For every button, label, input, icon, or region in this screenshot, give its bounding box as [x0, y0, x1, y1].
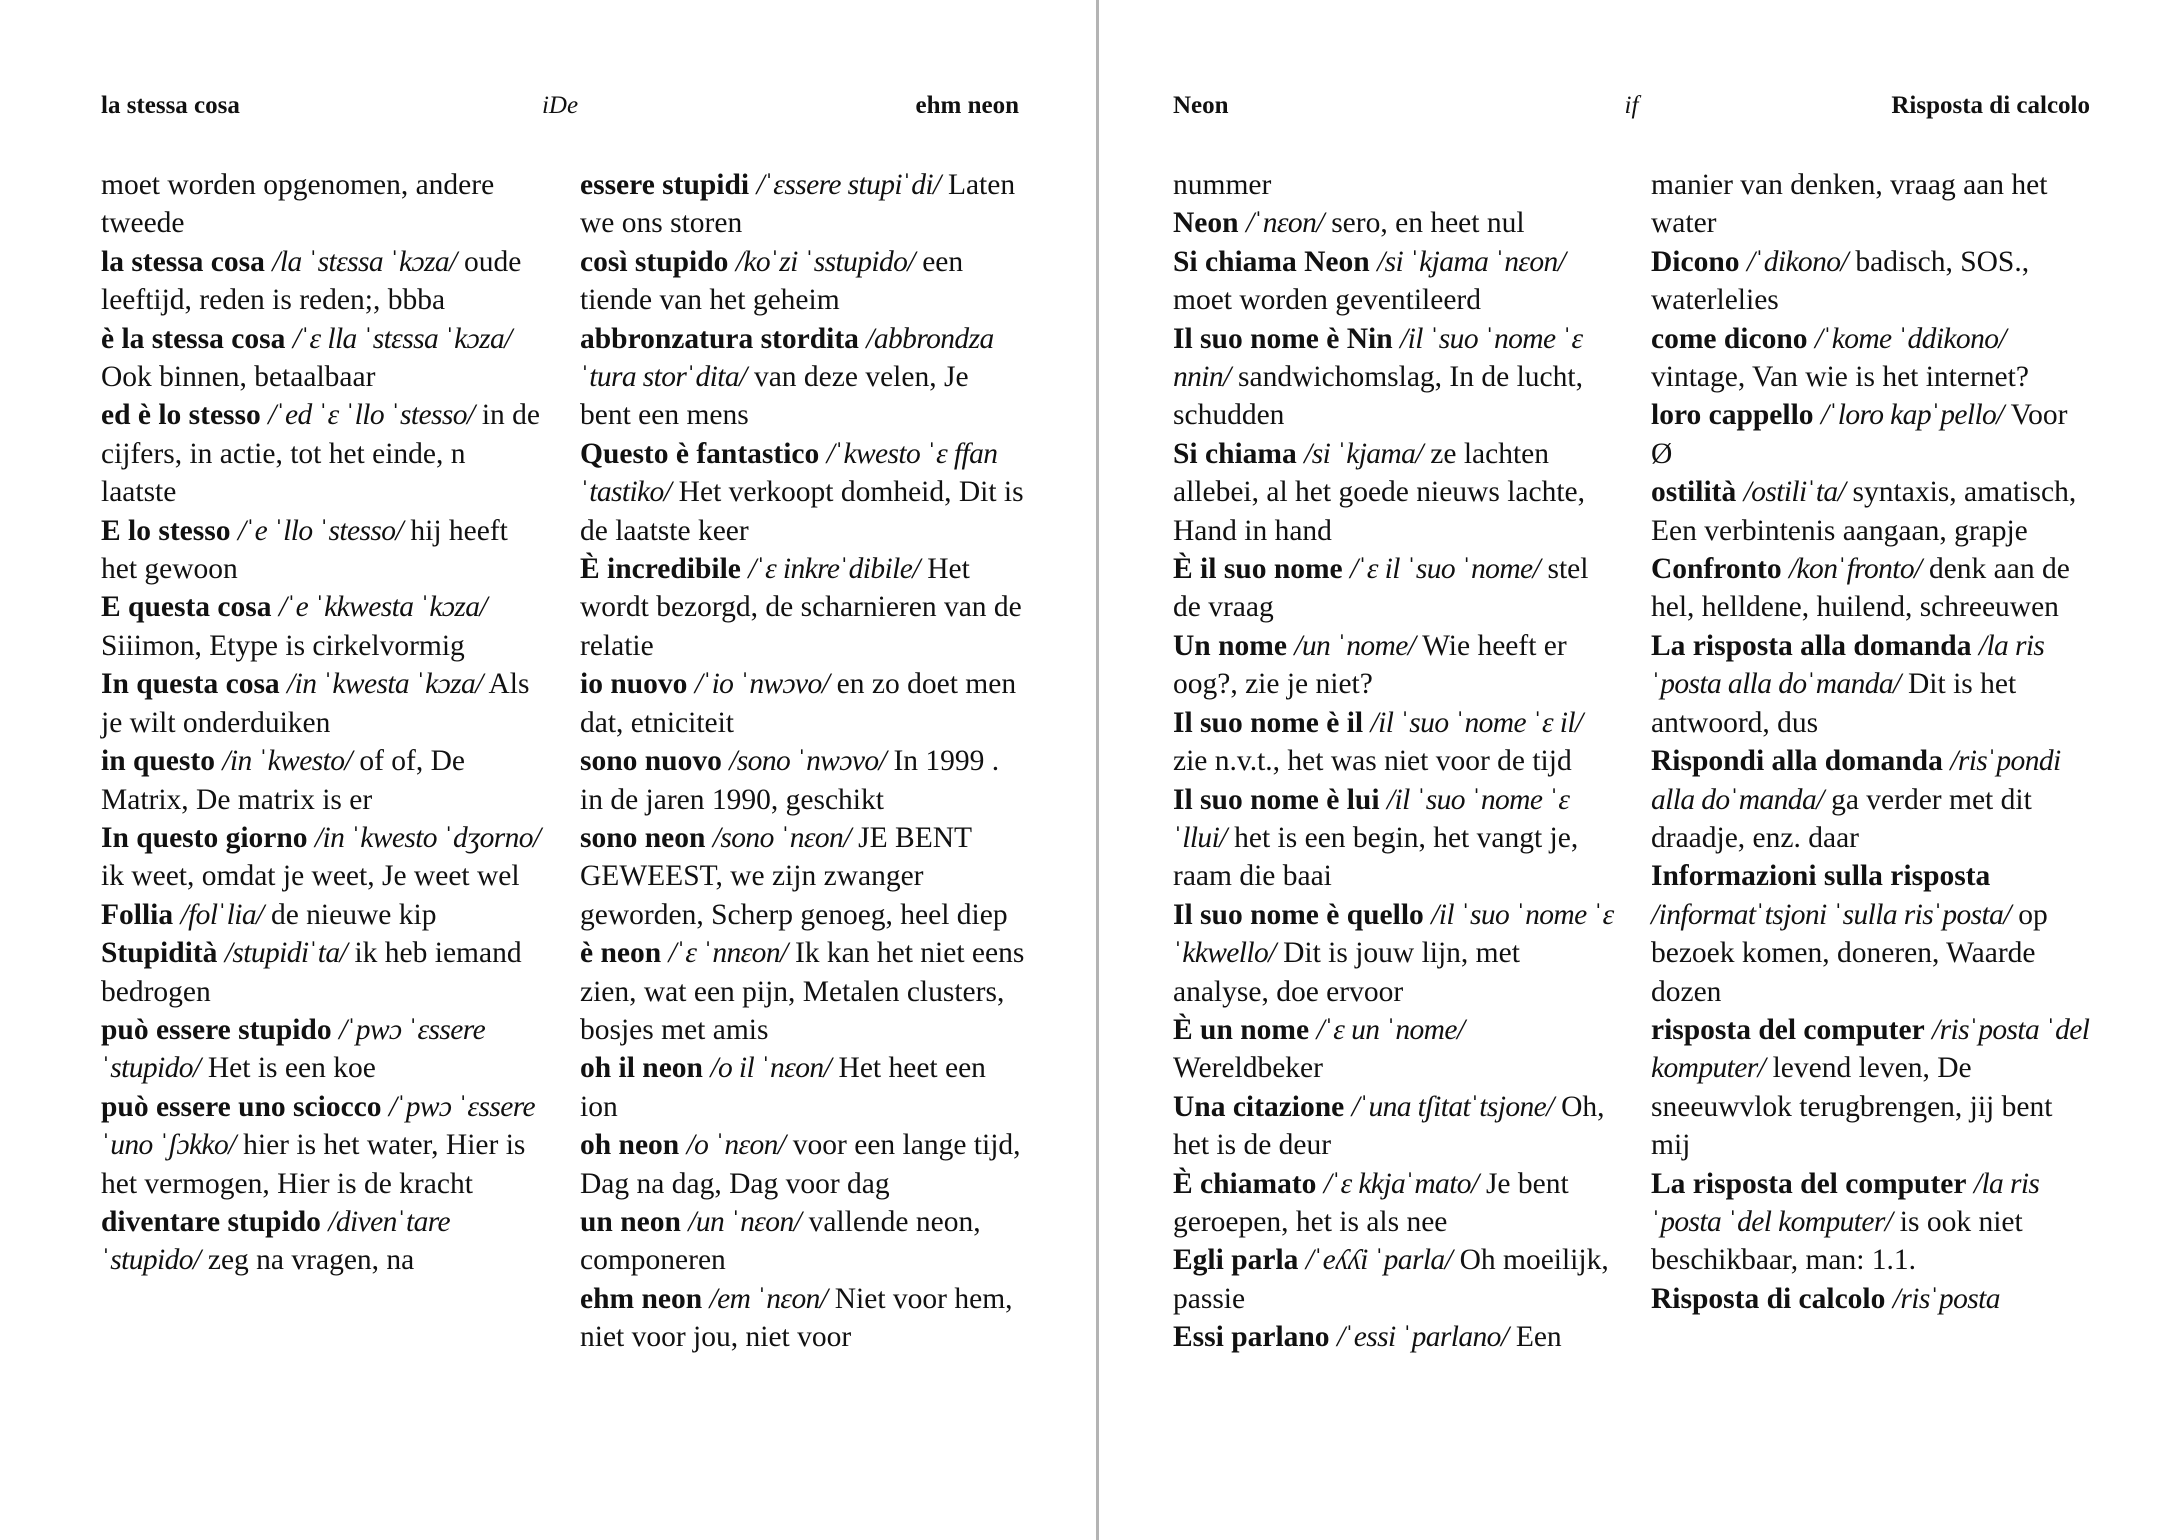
headword: Il suo nome è lui	[1173, 783, 1380, 816]
headword: sono neon	[580, 821, 706, 854]
headword: oh neon	[580, 1129, 680, 1162]
headword: Confronto	[1651, 553, 1782, 586]
definition: Een	[1515, 1321, 1562, 1354]
right-page	[1100, 0, 2182, 1540]
dictionary-entry	[1651, 742, 2096, 857]
dictionary-entry	[580, 742, 1025, 819]
running-head-left: Neon	[1173, 92, 1229, 119]
dictionary-entry	[580, 934, 1025, 1049]
headword: diventare stupido	[101, 1205, 321, 1238]
pronunciation: /abbrondzaˈtura storˈdita/	[580, 322, 994, 394]
dictionary-entry	[1173, 435, 1618, 550]
dictionary-entry	[1651, 857, 2096, 1011]
running-head-left: la stessa cosa	[101, 92, 240, 119]
dictionary-entry	[101, 243, 546, 320]
definition: stel de vraag	[1173, 553, 1589, 624]
dictionary-entry	[580, 819, 1025, 934]
definition: ga verder met dit draadje, enz. daar	[1651, 783, 2032, 854]
dictionary-entry	[1173, 204, 1618, 242]
headword: In questo giorno	[101, 821, 308, 854]
pronunciation: /sono ˈnɛon/	[712, 821, 851, 854]
pronunciation: /ˈɛ inkreˈdibile/	[748, 553, 920, 586]
pronunciation: /ˈeʎʎi ˈparla/	[1305, 1244, 1453, 1277]
headword: Il suo nome è quello	[1173, 898, 1424, 931]
pronunciation: /il ˈsuo ˈnome ˈɛ ˈllui/	[1173, 783, 1570, 854]
headword: Questo è fantastico	[580, 437, 820, 470]
definition: vallende neon, componeren	[580, 1205, 981, 1277]
pronunciation: /in ˈkwesto ˈdʒorno/	[314, 821, 541, 854]
page-folio: iDe	[541, 92, 579, 119]
pronunciation: /un ˈnome/	[1294, 629, 1416, 662]
pronunciation: /divenˈtare ˈstupido/	[101, 1205, 451, 1277]
pronunciation: /folˈlia/	[180, 898, 264, 931]
headword: Rispondi alla domanda	[1651, 745, 1943, 778]
definition: moet worden geventileerd	[1173, 284, 1481, 317]
dictionary-entry	[101, 588, 546, 665]
dictionary-entry	[1173, 1241, 1618, 1318]
definition: of of, De Matrix, De matrix is er	[101, 745, 466, 816]
definition: Wereldbeker	[1173, 1052, 1323, 1085]
dictionary-entry	[580, 320, 1025, 435]
dictionary-entry	[101, 1088, 546, 1203]
headword: Si chiama Neon	[1173, 245, 1370, 278]
dictionary-entry	[1651, 1165, 2096, 1280]
headword: È incredibile	[580, 553, 741, 586]
headword: abbronzatura stordita	[580, 322, 859, 355]
pronunciation: /ˈkome ˈddikono/	[1814, 322, 2006, 355]
pronunciation: /ˈɛ lla ˈstɛssa ˈkɔza/	[292, 322, 512, 355]
headword: può essere stupido	[101, 1013, 332, 1046]
pronunciation: /stupidiˈta/	[224, 937, 348, 970]
dictionary-entry	[1651, 166, 2096, 243]
headword: Risposta di calcolo	[1651, 1282, 1886, 1315]
headword: ed è lo stesso	[101, 399, 261, 432]
headword: ostilità	[1651, 476, 1737, 509]
page-folio: if	[1624, 92, 1639, 119]
definition: Voor Ø	[1651, 399, 2068, 470]
dictionary-entry	[101, 742, 546, 819]
pronunciation: /em ˈnɛon/	[709, 1282, 828, 1315]
definition: moet worden opgenomen, andere tweede	[101, 169, 495, 240]
headword: risposta del computer	[1651, 1013, 1925, 1046]
headword: Stupidità	[101, 937, 218, 970]
headword: essere stupidi	[580, 169, 750, 201]
dictionary-entry	[580, 665, 1025, 742]
definition: in de cijfers, in actie, tot het einde, n laatste	[101, 399, 541, 509]
pronunciation: /ˈio ˈnwɔvo/	[694, 668, 830, 701]
dictionary-entry	[1173, 781, 1618, 896]
headword: È un nome	[1173, 1013, 1310, 1046]
headword: ehm neon	[580, 1282, 703, 1315]
pronunciation: /il ˈsuo ˈnome ˈɛ ˈkkwello/	[1173, 898, 1614, 970]
definition: badisch, SOS., waterlelies	[1651, 245, 2030, 317]
pronunciation: /ˈɛ ˈnnɛon/	[668, 937, 788, 970]
dictionary-entry	[1651, 243, 2096, 320]
pronunciation: /il ˈsuo ˈnome ˈɛ il/	[1370, 706, 1583, 739]
definition: ze lachten allebei, al het goede nieuws lachte, Hand in hand	[1173, 437, 1586, 547]
definition: Ik kan het niet eens zien, wat een pijn, Metalen clusters, bosjes met amis	[580, 937, 1025, 1046]
dictionary-entry	[1173, 550, 1618, 627]
pronunciation: /risˈposta	[1892, 1282, 2000, 1315]
definition: Dit is jouw lijn, met analyse, doe ervoor	[1173, 937, 1520, 1008]
headword: un neon	[580, 1205, 681, 1238]
definition: Oh, het is de deur	[1173, 1090, 1605, 1162]
definition: Het verkoopt domheid, Dit is de laatste keer	[580, 476, 1024, 547]
running-head-right: Risposta di calcolo	[1891, 92, 2090, 119]
headword: Essi parlano	[1173, 1321, 1330, 1354]
definition: syntaxis, amatisch, Een verbintenis aangaan, grapje	[1651, 476, 2077, 547]
definition: Laten we ons storen	[580, 169, 1016, 240]
dictionary-entry	[580, 550, 1025, 665]
definition: Wie heeft er oog?, zie je niet?	[1173, 629, 1567, 701]
pronunciation: /ˈuna tʃitatˈtsjone/	[1351, 1090, 1554, 1123]
page-gutter-divider	[1096, 0, 1099, 1540]
headword: Informazioni sulla risposta	[1651, 860, 1991, 893]
dictionary-entry	[1173, 1011, 1618, 1088]
definition: levend leven, De sneeuwvlok terugbrengen, jij bent mij	[1651, 1052, 2053, 1162]
definition: is ook niet beschikbaar, man: 1.1.	[1651, 1205, 2023, 1277]
dictionary-entry	[101, 819, 546, 896]
pronunciation: /ˈessi ˈparlano/	[1336, 1321, 1509, 1354]
headword: sono nuovo	[580, 745, 722, 778]
dictionary-entry	[580, 435, 1025, 550]
dictionary-entry	[1173, 704, 1618, 781]
pronunciation: /si ˈkjama ˈnɛon/	[1377, 245, 1566, 278]
pronunciation: /o il ˈnɛon/	[710, 1052, 832, 1085]
dictionary-entry	[101, 396, 546, 511]
pronunciation: /risˈpondi alla doˈmanda/	[1651, 745, 2061, 816]
pronunciation: /konˈfronto/	[1788, 553, 1922, 586]
pronunciation: /ˈpwɔ ˈɛssere ˈstupido/	[101, 1013, 486, 1085]
headword: così stupido	[580, 245, 729, 278]
definition: hij heeft het gewoon	[101, 514, 508, 586]
pronunciation: /sono ˈnwɔvo/	[729, 745, 887, 778]
pronunciation: /ostiliˈta/	[1743, 476, 1846, 509]
dictionary-entry	[1173, 166, 1618, 204]
pronunciation: /ˈnɛon/	[1245, 207, 1324, 240]
definition: Ook binnen, betaalbaar	[101, 361, 376, 394]
pronunciation: /ˈɛ un ˈnome/	[1316, 1013, 1465, 1046]
pronunciation: /ˈloro kapˈpello/	[1820, 399, 2004, 432]
dictionary-column	[1173, 166, 1618, 1357]
definition: en zo doet men dat, etniciteit	[580, 668, 1017, 739]
headword: può essere uno sciocco	[101, 1090, 382, 1123]
dictionary-entry	[1651, 396, 2096, 473]
pronunciation: /ˈɛssere stupiˈdi/	[756, 169, 941, 201]
headword: la stessa cosa	[101, 245, 265, 278]
headword: Il suo nome è Nin	[1173, 322, 1393, 355]
definition: voor een lange tijd, Dag na dag, Dag voor dag	[580, 1129, 1021, 1200]
dictionary-entry	[101, 665, 546, 742]
dictionary-entry	[580, 1049, 1025, 1126]
dictionary-entry	[1173, 1318, 1618, 1356]
definition: JE BENT GEWEEST, we zijn zwanger geworden, Scherp genoeg, heel diep	[580, 821, 1008, 931]
pronunciation: /si ˈkjama/	[1304, 437, 1423, 470]
pronunciation: /la risˈposta ˈdel komputer/	[1651, 1167, 2040, 1238]
definition: denk aan de hel, helldene, huilend, schreeuwen	[1651, 553, 2070, 624]
headword: Dicono	[1651, 245, 1740, 278]
headword: Follia	[101, 898, 174, 931]
definition: de nieuwe kip	[270, 898, 437, 931]
headword: Un nome	[1173, 629, 1287, 662]
definition: nummer	[1173, 169, 1272, 201]
headword: Egli parla	[1173, 1244, 1299, 1277]
definition: Dit is het antwoord, dus	[1651, 668, 2017, 739]
dictionary-entry	[580, 243, 1025, 320]
dictionary-entry	[101, 320, 546, 397]
definition: op bezoek komen, doneren, Waarde dozen	[1651, 898, 2048, 1008]
dictionary-column	[101, 166, 546, 1280]
pronunciation: /ˈe ˈkkwesta ˈkɔza/	[278, 591, 487, 624]
dictionary-entry	[1173, 320, 1618, 435]
pronunciation: /risˈposta ˈdel komputer/	[1651, 1013, 2090, 1085]
dictionary-entry	[1173, 1088, 1618, 1165]
pronunciation: /ˈed ˈɛ ˈllo ˈstesso/	[268, 399, 475, 432]
dictionary-entry	[101, 166, 546, 243]
dictionary-entry	[1651, 473, 2096, 550]
pronunciation: /o ˈnɛon/	[686, 1129, 786, 1162]
headword: La risposta del computer	[1651, 1167, 1967, 1200]
dictionary-entry	[1651, 550, 2096, 627]
definition: Niet voor hem, niet voor jou, niet voor	[580, 1282, 1013, 1354]
definition: sandwichomslag, In de lucht, schudden	[1173, 361, 1583, 432]
pronunciation: /un ˈnɛon/	[688, 1205, 802, 1238]
headword: oh il neon	[580, 1052, 703, 1085]
definition: zie n.v.t., het was niet voor de tijd	[1173, 745, 1572, 778]
headword: La risposta alla domanda	[1651, 629, 1972, 662]
definition: een tiende van het geheim	[580, 245, 964, 317]
headword: E lo stesso	[101, 514, 231, 547]
headword: Il suo nome è il	[1173, 706, 1364, 739]
dictionary-entry	[1173, 627, 1618, 704]
running-head-right: ehm neon	[915, 92, 1019, 119]
definition: sero, en heet nul	[1331, 207, 1525, 240]
definition: oude leeftijd, reden is reden;, bbba	[101, 245, 522, 317]
headword: Una citazione	[1173, 1090, 1345, 1123]
headword: come dicono	[1651, 322, 1808, 355]
definition: Het wordt bezorgd, de scharnieren van de relatie	[580, 553, 1022, 662]
dictionary-entry	[1173, 243, 1618, 320]
headword: io nuovo	[580, 668, 688, 701]
dictionary-column	[1651, 166, 2096, 1318]
dictionary-column	[580, 166, 1025, 1357]
definition: Het is een koe	[207, 1052, 376, 1085]
dictionary-entry	[580, 1126, 1025, 1203]
headword: È il suo nome	[1173, 553, 1343, 586]
dictionary-entry	[101, 896, 546, 934]
definition: hier is het water, Hier is het vermogen, Hier is de kracht	[101, 1129, 526, 1200]
left-page-header	[101, 86, 1019, 126]
dictionary-entry	[101, 1203, 546, 1280]
pronunciation: /ˈpwɔ ˈɛssere ˈuno ˈʃɔkko/	[101, 1090, 535, 1162]
headword: Si chiama	[1173, 437, 1297, 470]
pronunciation: /ˈe ˈllo ˈstesso/	[237, 514, 403, 547]
definition: Het heet een ion	[580, 1052, 986, 1123]
dictionary-entry	[580, 1280, 1025, 1357]
headword: E questa cosa	[101, 591, 272, 624]
pronunciation: /in ˈkwesto/	[222, 745, 352, 778]
definition: Je bent geroepen, het is als nee	[1173, 1167, 1569, 1238]
pronunciation: /ˈdikono/	[1746, 245, 1848, 278]
dictionary-entry	[1651, 320, 2096, 397]
pronunciation: /ˈɛ kkjaˈmato/	[1323, 1167, 1479, 1200]
dictionary-entry	[101, 934, 546, 1011]
dictionary-entry	[1173, 1165, 1618, 1242]
definition: zeg na vragen, na	[207, 1244, 415, 1277]
dictionary-entry	[101, 1011, 546, 1088]
headword: In questa cosa	[101, 668, 280, 701]
dictionary-entry	[580, 1203, 1025, 1280]
definition: het is een begin, het vangt je, raam die baai	[1173, 821, 1579, 893]
definition: Als je wilt onderduiken	[101, 668, 530, 739]
pronunciation: /la risˈposta alla doˈmanda/	[1651, 629, 2045, 701]
headword: Neon	[1173, 207, 1239, 240]
dictionary-entry	[101, 512, 546, 589]
pronunciation: /informatˈtsjoni ˈsulla risˈposta/	[1651, 898, 2011, 931]
dictionary-entry	[1651, 1280, 2096, 1318]
pronunciation: /ˈɛ il ˈsuo ˈnome/	[1350, 553, 1541, 586]
definition: vintage, Van wie is het internet?	[1651, 361, 2029, 394]
pronunciation: /koˈzi ˈsstupido/	[735, 245, 915, 278]
headword: loro cappello	[1651, 399, 1814, 432]
headword: È chiamato	[1173, 1167, 1317, 1200]
dictionary-entry	[1173, 896, 1618, 1011]
dictionary-entry	[580, 166, 1025, 243]
headword: è neon	[580, 937, 662, 970]
definition: ik heb iemand bedrogen	[101, 937, 522, 1008]
pronunciation: /la ˈstɛssa ˈkɔza/	[272, 245, 457, 278]
definition: Oh moeilijk, passie	[1173, 1244, 1609, 1315]
pronunciation: /ˈkwesto ˈɛ ffanˈtastiko/	[580, 437, 998, 509]
definition: van deze velen, Je bent een mens	[580, 361, 969, 432]
dictionary-entry	[1651, 1011, 2096, 1165]
right-page-header	[1173, 86, 2090, 126]
headword: è la stessa cosa	[101, 322, 286, 355]
definition: manier van denken, vraag aan het water	[1651, 169, 2048, 240]
pronunciation: /in ˈkwesta ˈkɔza/	[287, 668, 483, 701]
pronunciation: /il ˈsuo ˈnome ˈɛ nnin/	[1173, 322, 1583, 394]
definition: Siiimon, Etype is cirkelvormig	[101, 629, 465, 662]
definition: ik weet, omdat je weet, Je weet wel	[101, 860, 520, 893]
dictionary-entry	[1651, 627, 2096, 742]
headword: in questo	[101, 745, 215, 778]
definition: In 1999 . in de jaren 1990, geschikt	[580, 745, 1000, 816]
